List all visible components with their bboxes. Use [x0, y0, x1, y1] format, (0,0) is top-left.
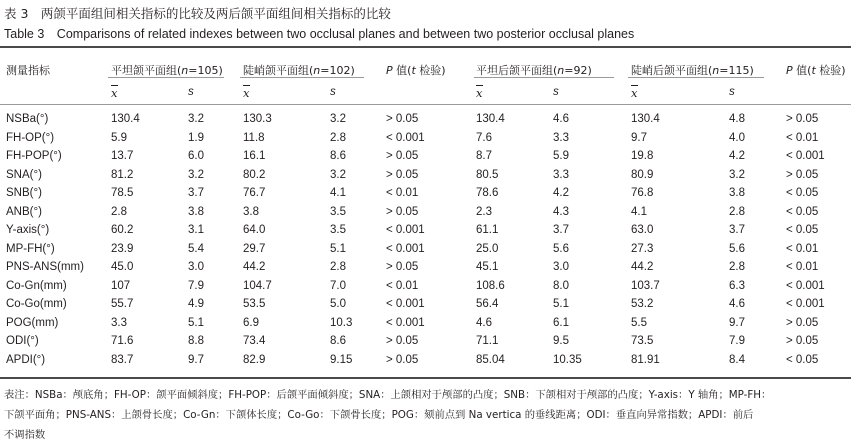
cell-group4-mean: 103.7: [631, 279, 660, 292]
mean-symbol: x: [631, 86, 638, 100]
cell-p-value-1: < 0.001: [386, 131, 425, 144]
cell-group4-sd: 9.7: [729, 316, 745, 329]
cell-group2-sd: 2.8: [330, 261, 346, 273]
header-flat-posterior-group: 平坦后颌平面组(n=92): [476, 64, 592, 77]
cell-group1-mean: 13.7: [111, 150, 134, 162]
cell-p-value-1: < 0.001: [386, 224, 425, 236]
cell-group4-sd: 3.2: [729, 168, 745, 181]
cell-group3-mean: 80.5: [476, 168, 499, 181]
cell-group2-sd: 3.5: [330, 205, 346, 218]
cell-group1-sd: 9.7: [188, 353, 204, 366]
cell-group4-mean: 4.1: [631, 205, 647, 218]
cell-group3-mean: 25.0: [476, 242, 499, 255]
cell-group3-sd: 5.6: [553, 242, 569, 255]
cell-group2-sd: 8.6: [330, 150, 346, 162]
cell-p-value-1: < 0.001: [386, 316, 425, 329]
cell-p-value-2: > 0.05: [786, 168, 819, 181]
cell-group2-sd: 2.8: [330, 131, 346, 144]
cell-group1-sd: 3.2: [188, 113, 204, 125]
header-p-value-1: P 值(t 检验): [386, 64, 446, 77]
cell-group1-mean: 71.6: [111, 335, 134, 347]
cell-group1-sd: 3.1: [188, 224, 204, 236]
cell-group1-mean: 2.8: [111, 205, 127, 218]
cell-group3-mean: 85.04: [476, 353, 505, 366]
cell-indicator: MP-FH(°): [6, 242, 55, 255]
mean-symbol: x: [476, 86, 483, 100]
cell-group3-mean: 108.6: [476, 279, 505, 292]
cell-group4-sd: 3.8: [729, 187, 745, 199]
cell-group3-mean: 2.3: [476, 205, 492, 218]
table-note-line3: 不调指数: [4, 429, 46, 441]
cell-group2-sd: 8.6: [330, 335, 346, 347]
cell-p-value-2: < 0.05: [786, 353, 819, 366]
cell-group3-mean: 4.6: [476, 316, 492, 329]
cell-group4-sd: 4.8: [729, 113, 745, 125]
cell-group4-sd: 2.8: [729, 261, 745, 273]
cell-group1-mean: 107: [111, 279, 131, 292]
cell-group3-sd: 4.6: [553, 113, 569, 125]
cell-group4-mean: 80.9: [631, 168, 654, 181]
cell-group2-sd: 5.0: [330, 298, 346, 310]
cell-group1-sd: 3.0: [188, 261, 204, 273]
cell-p-value-1: > 0.05: [386, 150, 419, 162]
cell-group3-sd: 3.3: [553, 131, 569, 144]
cell-p-value-2: < 0.05: [786, 187, 819, 199]
header-steep-occlusal-group: 陡峭颌平面组(n=102): [243, 64, 355, 77]
cell-group2-mean: 82.9: [243, 353, 266, 366]
cell-p-value-1: > 0.05: [386, 353, 419, 366]
cell-group3-mean: 71.1: [476, 335, 499, 347]
cell-group2-sd: 3.2: [330, 113, 346, 125]
cell-group1-sd: 5.4: [188, 242, 204, 255]
cell-group3-sd: 4.3: [553, 205, 569, 218]
cell-group2-mean: 29.7: [243, 242, 266, 255]
cell-group2-sd: 4.1: [330, 187, 346, 199]
cell-p-value-1: < 0.01: [386, 279, 419, 292]
cell-group1-mean: 3.3: [111, 316, 127, 329]
cell-group2-mean: 130.3: [243, 113, 272, 125]
cell-group4-sd: 3.7: [729, 224, 745, 236]
cell-group2-mean: 73.4: [243, 335, 266, 347]
spanner-rule-group3: [474, 77, 614, 78]
cell-p-value-2: < 0.01: [786, 242, 819, 255]
cell-indicator: Co-Gn(mm): [6, 279, 67, 292]
sd-symbol: s: [729, 86, 735, 98]
cell-p-value-2: > 0.05: [786, 113, 819, 125]
cell-group1-mean: 130.4: [111, 113, 140, 125]
cell-indicator: Co-Go(mm): [6, 298, 67, 310]
cell-group3-mean: 7.6: [476, 131, 492, 144]
table-note-line2: 下颌平面角；PNS-ANS：上颌骨长度；Co-Gn：下颌体长度；Co-Go：下颌骨长度；POG：颏前点到 Na vertica 的垂线距离；ODI：垂直向异常指数；APDI：前后: [4, 409, 754, 421]
cell-p-value-1: > 0.05: [386, 113, 419, 125]
cell-group3-mean: 56.4: [476, 298, 499, 310]
cell-indicator: ANB(°): [6, 205, 42, 218]
cell-group3-sd: 8.0: [553, 279, 569, 292]
cell-group1-sd: 3.2: [188, 168, 204, 181]
cell-indicator: FH-OP(°): [6, 131, 55, 144]
header-flat-occlusal-group: 平坦颌平面组(n=105): [111, 64, 223, 77]
cell-group1-mean: 45.0: [111, 261, 134, 273]
cell-group2-sd: 7.0: [330, 279, 346, 292]
spanner-rule-group1: [108, 77, 224, 78]
cell-p-value-2: < 0.001: [786, 279, 825, 292]
cell-group3-sd: 5.1: [553, 298, 569, 310]
cell-p-value-2: < 0.05: [786, 224, 819, 236]
cell-group4-sd: 7.9: [729, 335, 745, 347]
cell-group2-mean: 44.2: [243, 261, 266, 273]
cell-group3-mean: 130.4: [476, 113, 505, 125]
cell-group1-mean: 83.7: [111, 353, 134, 366]
cell-group2-mean: 76.7: [243, 187, 266, 199]
bottom-rule: [0, 377, 851, 379]
cell-p-value-2: < 0.001: [786, 298, 825, 310]
cell-group1-sd: 3.7: [188, 187, 204, 199]
cell-group4-mean: 27.3: [631, 242, 654, 255]
cell-group4-mean: 63.0: [631, 224, 654, 236]
cell-group1-mean: 60.2: [111, 224, 134, 236]
cell-group1-sd: 6.0: [188, 150, 204, 162]
cell-group3-sd: 4.2: [553, 187, 569, 199]
cell-group3-sd: 9.5: [553, 335, 569, 347]
cell-group1-sd: 7.9: [188, 279, 204, 292]
header-steep-posterior-group: 陡峭后颌平面组(n=115): [631, 64, 754, 77]
cell-group1-mean: 55.7: [111, 298, 134, 310]
cell-p-value-2: > 0.05: [786, 335, 819, 347]
cell-group4-sd: 4.2: [729, 150, 745, 162]
cell-group4-sd: 4.0: [729, 131, 745, 144]
cell-indicator: PNS-ANS(mm): [6, 261, 84, 273]
spanner-rule-group2: [240, 77, 364, 78]
cell-group1-mean: 23.9: [111, 242, 134, 255]
cell-p-value-1: > 0.05: [386, 205, 419, 218]
top-rule: [0, 46, 851, 48]
cell-group3-mean: 78.6: [476, 187, 499, 199]
table-title-english: Table 3 Comparisons of related indexes between two occlusal planes and between two posterior occlusal planes: [4, 27, 635, 41]
cell-group2-mean: 64.0: [243, 224, 266, 236]
sd-symbol: s: [553, 86, 559, 98]
sd-symbol: s: [330, 86, 336, 98]
cell-group4-mean: 76.8: [631, 187, 654, 199]
cell-indicator: SNA(°): [6, 168, 42, 181]
cell-p-value-2: > 0.05: [786, 316, 819, 329]
cell-group3-mean: 45.1: [476, 261, 499, 273]
mean-symbol: x: [243, 86, 250, 100]
cell-p-value-2: < 0.05: [786, 205, 819, 218]
cell-indicator: APDI(°): [6, 353, 46, 366]
cell-p-value-2: < 0.001: [786, 150, 825, 162]
cell-group2-sd: 3.5: [330, 224, 346, 236]
cell-group4-sd: 8.4: [729, 353, 745, 366]
header-p-value-2: P 值(t 检验): [786, 64, 846, 77]
cell-indicator: Y-axis(°): [6, 224, 50, 236]
cell-p-value-1: < 0.001: [386, 298, 425, 310]
cell-group1-sd: 8.8: [188, 335, 204, 347]
cell-group1-mean: 78.5: [111, 187, 134, 199]
cell-group4-sd: 6.3: [729, 279, 745, 292]
mean-symbol: x: [111, 86, 118, 100]
cell-p-value-2: < 0.01: [786, 261, 819, 273]
cell-group2-sd: 3.2: [330, 168, 346, 181]
cell-group2-sd: 10.3: [330, 316, 353, 329]
sd-symbol: s: [188, 86, 194, 98]
cell-group2-mean: 3.8: [243, 205, 259, 218]
cell-group1-mean: 81.2: [111, 168, 134, 181]
cell-group4-mean: 44.2: [631, 261, 654, 273]
cell-p-value-1: > 0.05: [386, 335, 419, 347]
cell-group3-sd: 10.35: [553, 353, 582, 366]
table-note-line1: 表注：NSBa：颅底角；FH-OP：颌平面倾斜度；FH-POP：后颌平面倾斜度；SNA：上颌相对于颅部的凸度；SNB：下颌相对于颅部的凸度；Y-axis：Y 轴角；MP-FH：: [4, 389, 772, 401]
cell-group4-sd: 2.8: [729, 205, 745, 218]
cell-group2-mean: 16.1: [243, 150, 266, 162]
cell-p-value-2: < 0.01: [786, 131, 819, 144]
cell-indicator: SNB(°): [6, 187, 42, 199]
cell-indicator: FH-POP(°): [6, 150, 62, 162]
cell-indicator: NSBa(°): [6, 113, 49, 125]
cell-group1-mean: 5.9: [111, 131, 127, 144]
cell-group3-sd: 3.0: [553, 261, 569, 273]
cell-group4-mean: 53.2: [631, 298, 654, 310]
cell-group4-mean: 9.7: [631, 131, 647, 144]
cell-indicator: ODI(°): [6, 335, 39, 347]
cell-group4-sd: 5.6: [729, 242, 745, 255]
cell-group4-mean: 19.8: [631, 150, 654, 162]
cell-group3-mean: 8.7: [476, 150, 492, 162]
cell-p-value-1: < 0.001: [386, 242, 425, 255]
cell-group3-sd: 3.7: [553, 224, 569, 236]
cell-indicator: POG(mm): [6, 316, 59, 329]
header-rule: [0, 104, 851, 105]
cell-group4-mean: 130.4: [631, 113, 660, 125]
cell-group3-sd: 3.3: [553, 168, 569, 181]
cell-group1-sd: 3.8: [188, 205, 204, 218]
header-indicator: 测量指标: [6, 64, 50, 77]
cell-group2-mean: 11.8: [243, 131, 265, 144]
cell-group4-mean: 73.5: [631, 335, 654, 347]
cell-group4-mean: 5.5: [631, 316, 647, 329]
cell-group2-sd: 9.15: [330, 353, 353, 366]
cell-group4-mean: 81.91: [631, 353, 660, 366]
cell-group3-sd: 6.1: [553, 316, 569, 329]
cell-group2-mean: 53.5: [243, 298, 266, 310]
cell-group4-sd: 4.6: [729, 298, 745, 310]
cell-group3-mean: 61.1: [476, 224, 499, 236]
cell-group2-mean: 104.7: [243, 279, 272, 292]
cell-group1-sd: 4.9: [188, 298, 204, 310]
cell-group2-mean: 6.9: [243, 316, 259, 329]
cell-group2-sd: 5.1: [330, 242, 346, 255]
cell-p-value-1: > 0.05: [386, 261, 419, 273]
cell-p-value-1: < 0.01: [386, 187, 419, 199]
cell-group1-sd: 5.1: [188, 316, 204, 329]
cell-group2-mean: 80.2: [243, 168, 266, 181]
cell-group3-sd: 5.9: [553, 150, 569, 162]
spanner-rule-group4: [628, 77, 764, 78]
table-title-chinese: 表 3 两颌平面组间相关指标的比较及两后颌平面组间相关指标的比较: [4, 6, 391, 21]
cell-p-value-1: > 0.05: [386, 168, 419, 181]
cell-group1-sd: 1.9: [188, 131, 204, 144]
